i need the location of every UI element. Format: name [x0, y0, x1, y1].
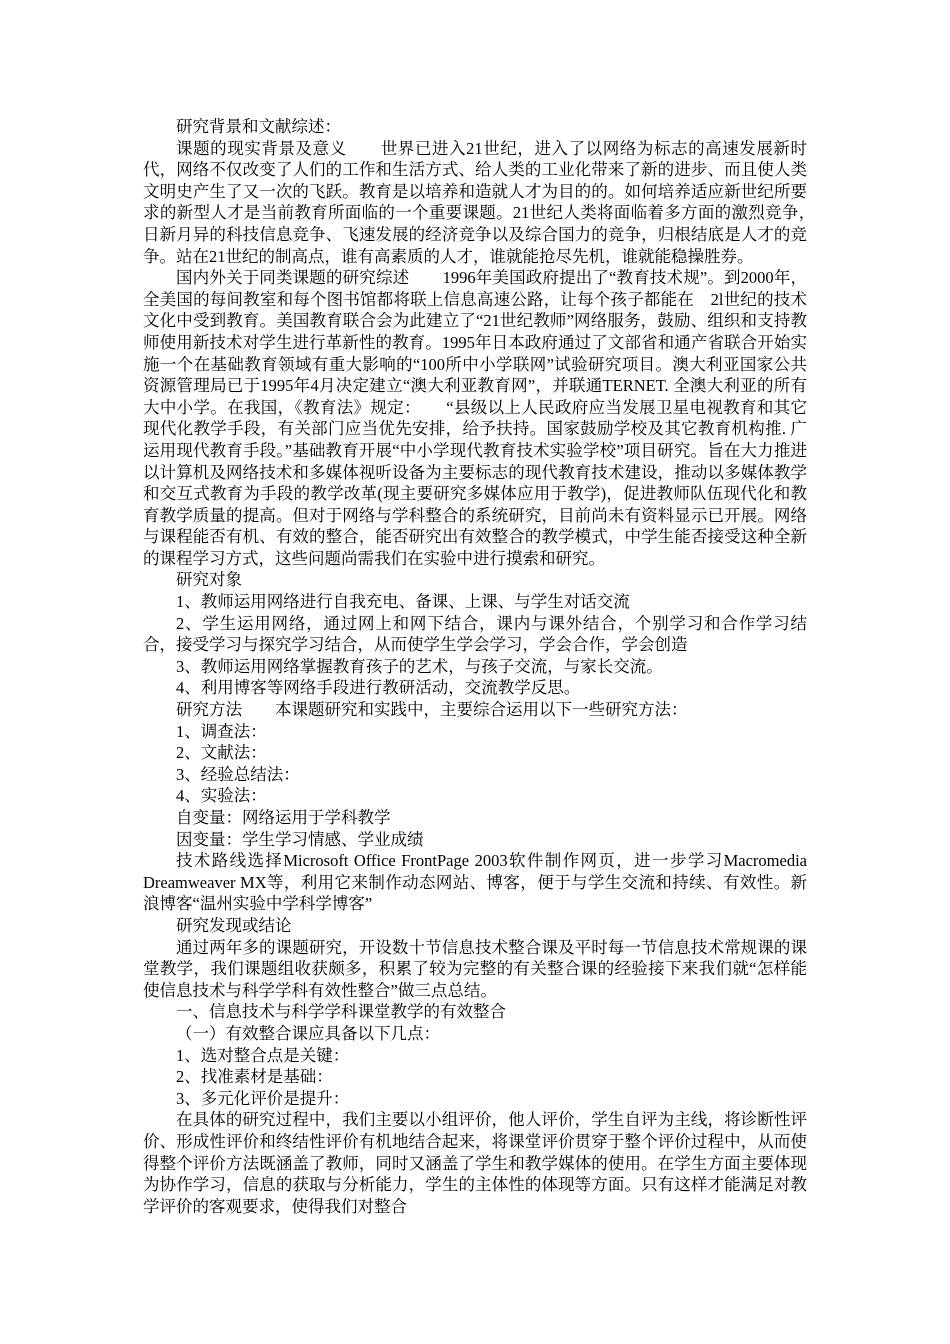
heading-section-one: 一、信息技术与科学学科课堂教学的有效整合: [176, 1002, 506, 1022]
list-item: 3、教师运用网络掌握教育孩子的艺术，与孩子交流，与家长交流。: [176, 656, 663, 676]
list-item: 3、多元化评价是提升：: [176, 1088, 350, 1108]
paragraph-practical-background: 课题的现实背景及意义 世界已进入21世纪，进入了以网络为标志的高速发展新时代，网络不仅改变了人们的工作和生活方式、给人类的工业化带来了新的进步、而且使人类文明史产生了又一次的飞跃。教育是以培养和造就人才为目的的。如何培养适应新世纪所要求的新型人才是当前教育所面临的一个重要课题。21世纪人类将面临着多方面的激烈竞争， 日新月异的科技信息竞争、飞速发展的经济竞争以及综合国力的竞争，归根结底是人才的竞争。站在21世纪的制高点，谁有高素质的人才，谁就能抢尽先机，谁就能稳操胜券。: [143, 138, 840, 266]
document-body: [143, 116, 840, 1217]
dependent-variable: 因变量：学生学习情感、学业成绩: [176, 829, 424, 849]
list-item: 1、教师运用网络进行自我充电、备课、上课、与学生对话交流: [176, 592, 630, 612]
heading-research-objects: 研究对象: [176, 570, 242, 590]
list-item: 2、学生运用网络，通过网上和网下结合，课内与课外结合，个别学习和合作学习结合，接受学习与探究学习结合，从而使学生学会学习，学会合作，学会创造: [143, 613, 807, 655]
paragraph-evaluation: 在具体的研究过程中，我们主要以小组评价，他人评价，学生自评为主线，将诊断性评价、形成性评价和终结性评价有机地结合起来，将课堂评价贯穿于整个评价过程中，从而使得整个评价方法既涵盖了教师，同时又涵盖了学生和教学媒体的使用。在学生方面主要体现为协作学习，信息的获取与分析能力，学生的主体性的体现等方面。只有这样才能满足对教学评价的客观要求，使得我们对整合: [143, 1110, 807, 1216]
list-item: 4、利用博客等网络手段进行教研活动，交流教学反思。: [176, 678, 581, 698]
paragraph-literature-review: 国内外关于同类课题的研究综述 1996年美国政府提出了“教育技术规”。到2000年，全美国的每间教室和每个图书馆都将联上信息高速公路，让每个孩子都能在 2l世纪的技术文化中受到教育。美国教育联合会为此建立了“21世纪教师”网络服务，鼓励、组织和支持教师使用新技术对学生进行革新性的教育。1995年日本政府通过了文部省和通产省联合开始实施一个在基础教育领域有重大影响的“100所中小学联网”试验研究项目。澳大利亚国家公共资源管理局已于1995年4月决定建立“澳大利亚教育网”，并联通TERNET. 全澳大利亚的所有大中小学。在我国，《教育法》规定： “县级以上人民政府应当发展卫星电视教育和其它现代化教学手段，有关部门应当优先安排，给予扶持。国家鼓励学校及其它教育机构推. 广运用现代教育手段。”基础教育开展“中小学现代教育技术实验学校”项目研究。旨在大力推进以计算机及网络技术和多媒体视听设备为主要标志的现代教育技术建设，推动以多媒体教学和交互式教育为手段的教学改革(现主要研究多媒体应用于教学)，促进教师队伍现代化和教育教学质量的提高。但对于网络与学科整合的系统研究，目前尚未有资料显示已开展。网络与课程能否有机、有效的整合，能否研究出有效整合的教学模式，中学生能否接受这种全新的课程学习方式，这些问题尚需我们在实验中进行摸索和研究。: [143, 268, 807, 568]
list-item: 4、实验法：: [176, 786, 267, 806]
heading-findings: 研究发现或结论: [176, 915, 292, 935]
heading-research-background: 研究背景和文献综述：: [176, 117, 341, 136]
list-item: 3、经验总结法：: [176, 764, 300, 784]
heading-subsection-one: （一）有效整合课应具备以下几点：: [176, 1023, 440, 1043]
paragraph-findings-intro: 通过两年多的课题研究，开设数十节信息技术整合课及平时每一节信息技术常规课的课堂教学，我们课题组收获颇多，积累了较为完整的有关整合课的经验接下来我们就“怎样能使信息技术与科学学科有效性整合”做三点总结。: [143, 937, 807, 1000]
independent-variable: 自变量：网络运用于学科教学: [176, 808, 391, 827]
paragraph-technical-route: 技术路线选择Microsoft Office FrontPage 2003软件制作网页，进一步学习Macromedia Dreamweaver MX等，利用它来制作动态网站、博客，便于与学生交流和持续、有效性。新浪博客“温州实验中学科学博客”: [143, 851, 807, 914]
list-item: 2、找准素材是基础：: [176, 1067, 333, 1087]
heading-research-methods: 研究方法 本课题研究和实践中，主要综合运用以下一些研究方法：: [176, 700, 688, 720]
list-item: 1、选对整合点是关键：: [176, 1045, 350, 1065]
list-item: 1、调查法：: [176, 721, 267, 741]
list-item: 2、文献法：: [176, 743, 267, 763]
